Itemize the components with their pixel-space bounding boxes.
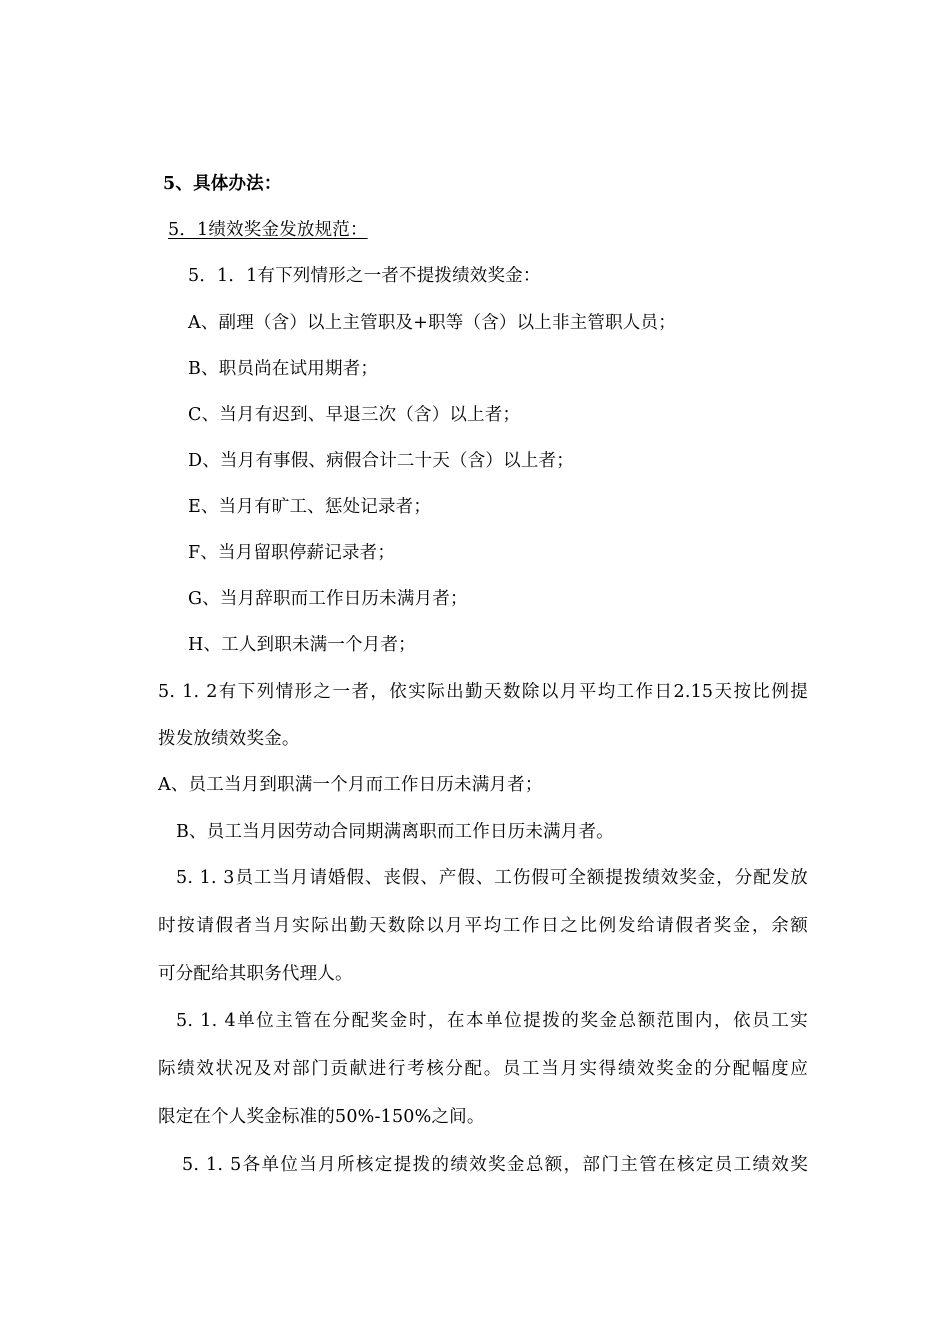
clause-item-d: D、当月有事假、病假合计二十天（含）以上者； [188, 451, 574, 471]
clause-5-1-2-item-b: B、员工当月因劳动合同期满离职而工作日历未满月者。 [176, 822, 614, 842]
clause-5-1-4-line-2: 际绩效状况及对部门贡献进行考核分配。员工当月实得绩效奖金的分配幅度应 [158, 1059, 808, 1079]
clause-item-g: G、当月辞职而工作日历未满月者； [188, 589, 468, 609]
subsection-title: 5．1绩效奖金发放规范： [168, 220, 368, 240]
clause-item-b: B、职员尚在试用期者； [188, 359, 379, 379]
clause-5-1-5-line-1: 5. 1. 5各单位当月所核定提拨的绩效奖金总额，部门主管在核定员工绩效奖 [182, 1155, 808, 1175]
clause-5-1-2-line-2: 拨发放绩效奖金。 [158, 729, 300, 749]
clause-5-1-3-line-1: 5. 1. 3员工当月请婚假、丧假、产假、工伤假可全额提拨绩效奖金，分配发放 [176, 868, 808, 888]
clause-5-1-2-line-1: 5. 1. 2有下列情形之一者，依实际出勤天数除以月平均工作日2.15天按比例提 [158, 682, 808, 702]
clause-5-1-2-item-a: A、员工当月到职满一个月而工作日历未满月者； [158, 775, 543, 795]
clause-item-a: A、副理（含）以上主管职及+职等（含）以上非主管职人员； [188, 313, 676, 333]
clause-item-e: E、当月有旷工、惩处记录者； [188, 497, 432, 517]
clause-item-f: F、当月留职停薪记录者； [188, 543, 396, 563]
section-heading: 5、具体办法： [163, 174, 282, 194]
clause-5-1-3-line-2: 时按请假者当月实际出勤天数除以月平均工作日之比例发给请假者奖金，余额 [158, 916, 808, 936]
clause-5-1-4-line-1: 5. 1. 4单位主管在分配奖金时，在本单位提拨的奖金总额范围内，依员工实 [176, 1011, 808, 1031]
clause-item-c: C、当月有迟到、早退三次（含）以上者； [188, 405, 521, 425]
clause-5-1-1-title: 5．1．1有下列情形之一者不提拨绩效奖金： [188, 266, 541, 286]
clause-5-1-3-line-3: 可分配给其职务代理人。 [158, 964, 353, 984]
clause-item-h: H、工人到职未满一个月者； [188, 635, 416, 655]
clause-5-1-4-line-3: 限定在个人奖金标准的50%-150%之间。 [158, 1107, 485, 1127]
